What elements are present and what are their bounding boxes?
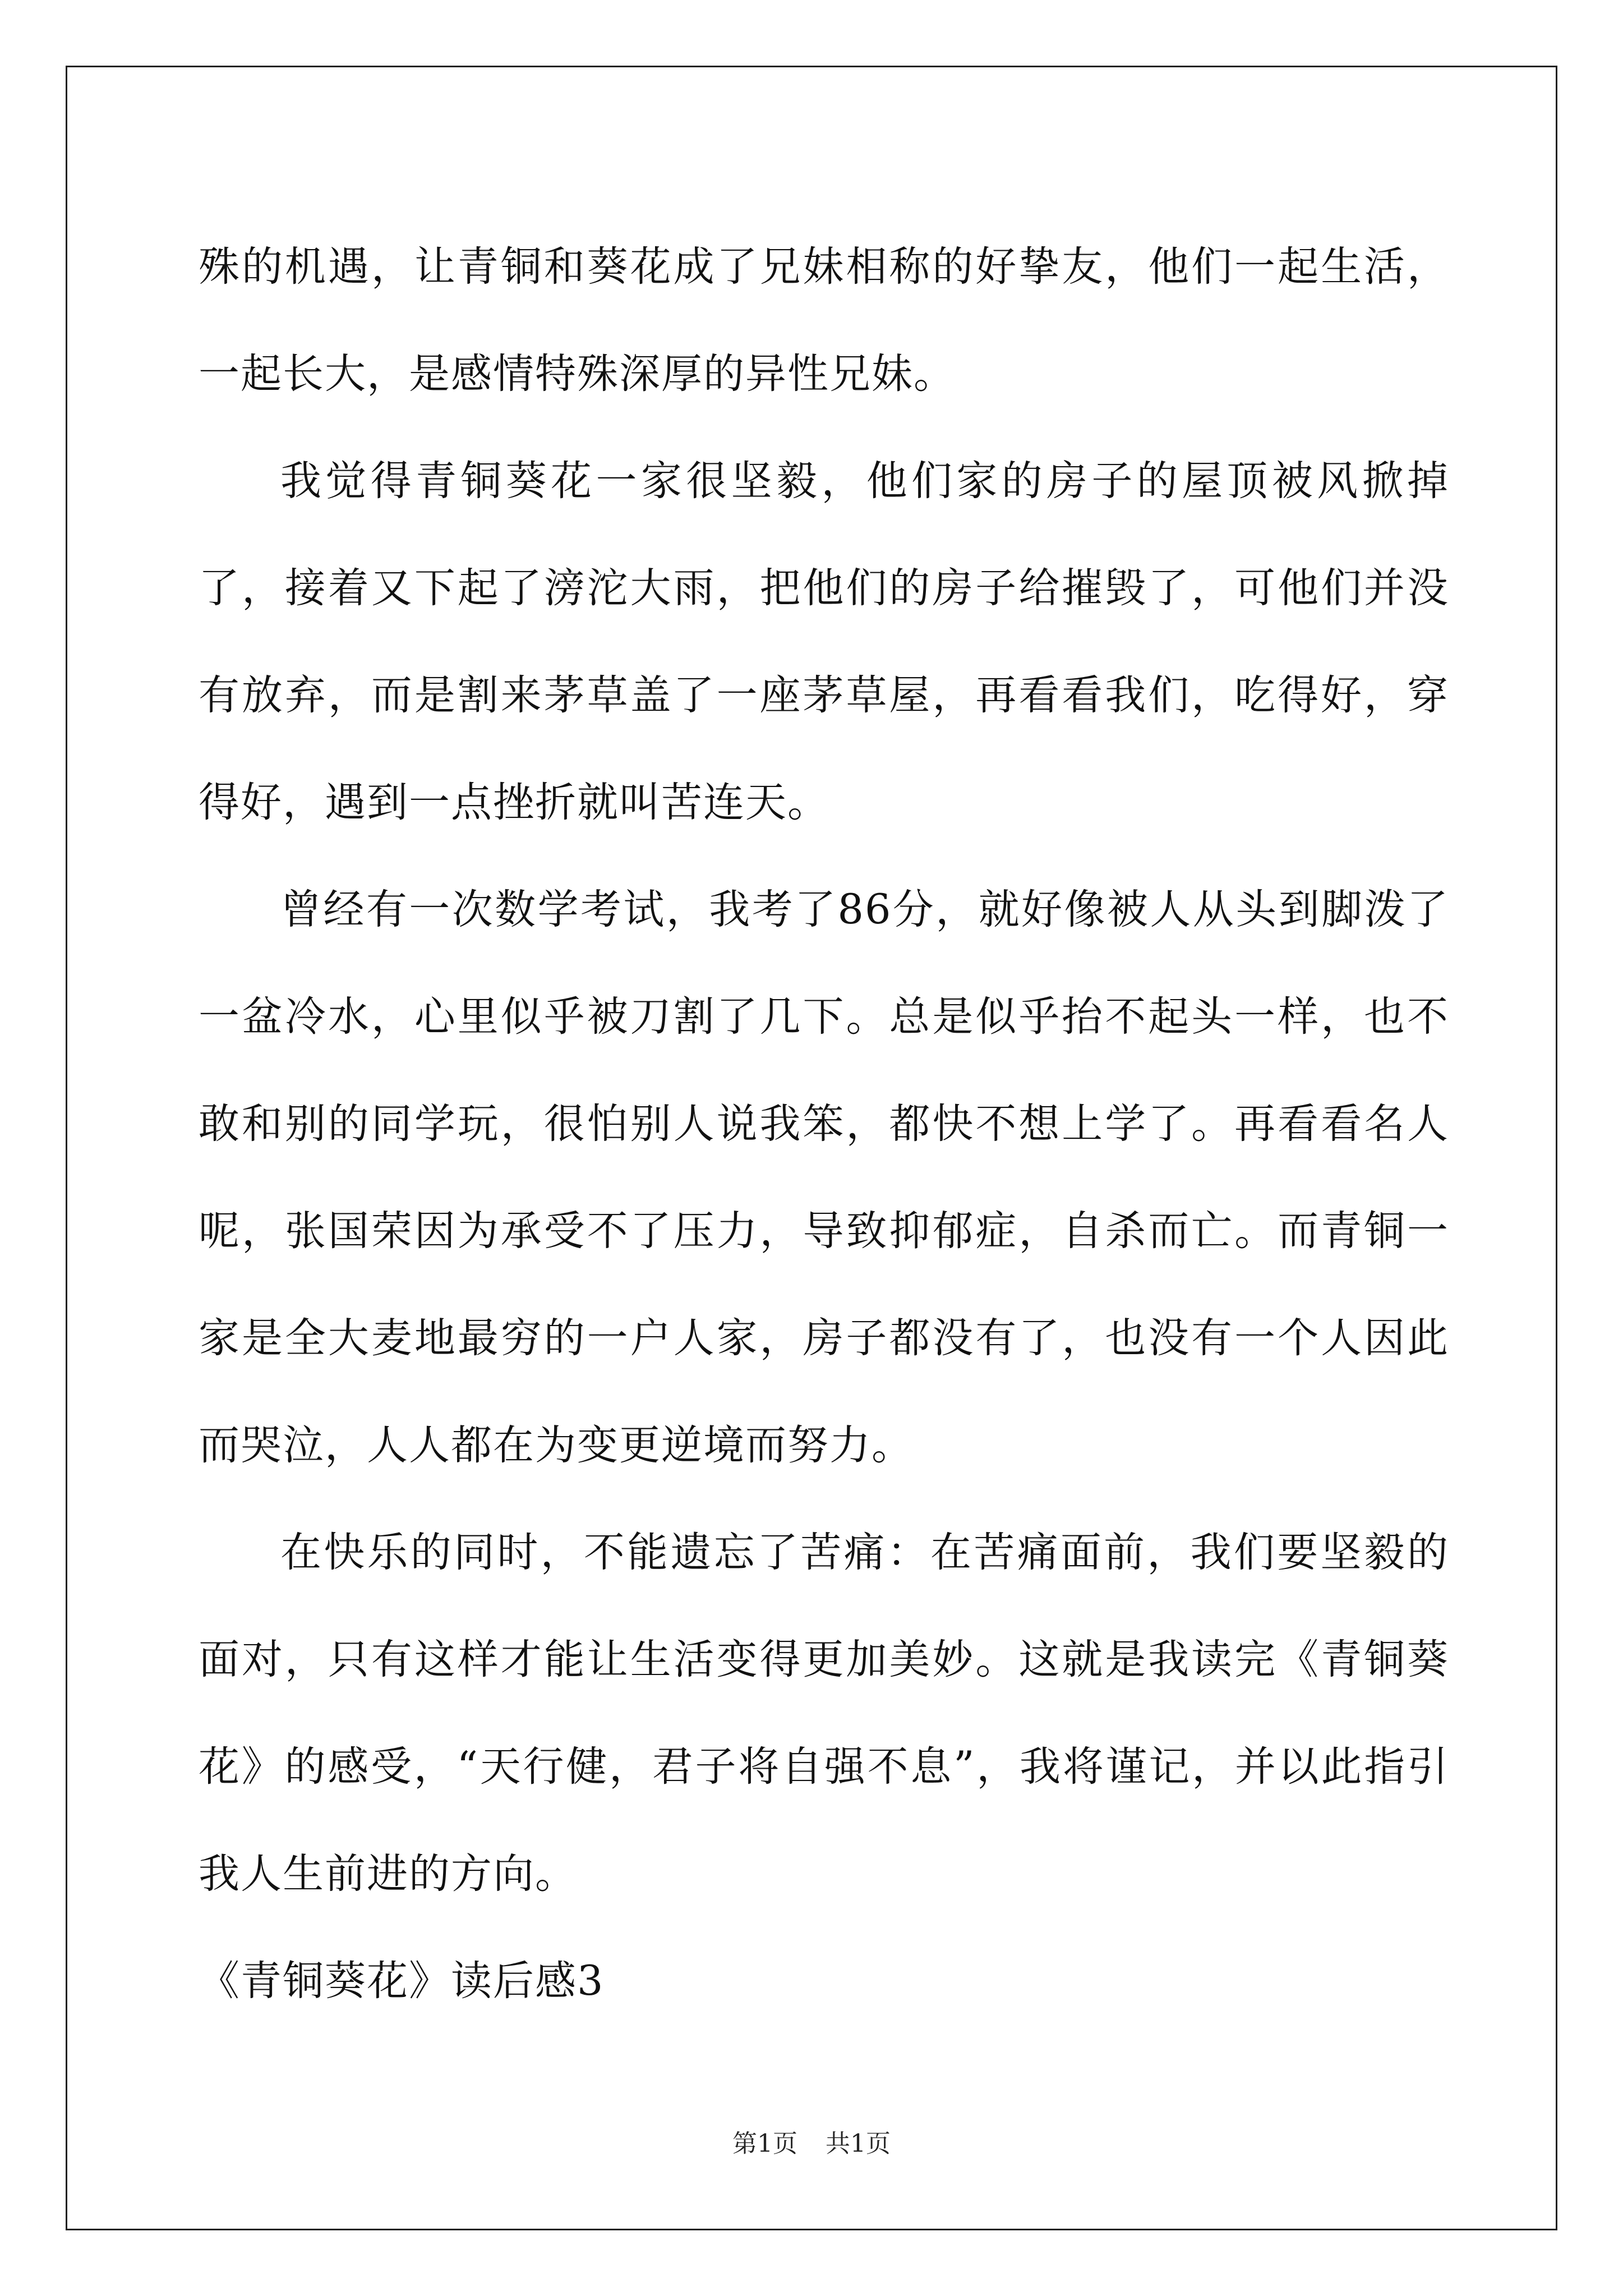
document-body [199, 213, 1449, 2035]
paragraph-4: 在快乐的同时，不能遗忘了苦痛：在苦痛面前，我们要坚毅的面对，只有这样才能让生活变得更加美妙。这就是我读完《青铜葵花》的感受，“天行健，君子将自强不息”，我将谨记，并以此指引我人生前进的方向。 [199, 1529, 1449, 1898]
page-footer [0, 2127, 1623, 2161]
paragraph-1: 殊的机遇，让青铜和葵花成了兄妹相称的好挚友，他们一起生活，一起长大，是感情特殊深厚的异性兄妹。 [199, 243, 1449, 398]
paragraph-2: 我觉得青铜葵花一家很坚毅，他们家的房子的屋顶被风掀掉了，接着又下起了滂沱大雨，把他们的房子给摧毁了，可他们并没有放弃，而是割来茅草盖了一座茅草屋，再看看我们，吃得好，穿得好，遇到一点挫折就叫苦连天。 [199, 457, 1449, 826]
page-number: 第1页 [732, 2129, 797, 2158]
page-total: 共1页 [826, 2129, 891, 2158]
section-heading: 《青铜葵花》读后感3 [199, 1957, 605, 2005]
paragraph-3: 曾经有一次数学考试，我考了86分，就好像被人从头到脚泼了一盆冷水，心里似乎被刀割了几下。总是似乎抬不起头一样，也不敢和别的同学玩，很怕别人说我笨，都快不想上学了。再看看名人呢，张国荣因为承受不了压力，导致抑郁症，自杀而亡。而青铜一家是全大麦地最穷的一户人家，房子都没有了，也没有一个人因此而哭泣，人人都在为变更逆境而努力。 [199, 886, 1449, 1469]
